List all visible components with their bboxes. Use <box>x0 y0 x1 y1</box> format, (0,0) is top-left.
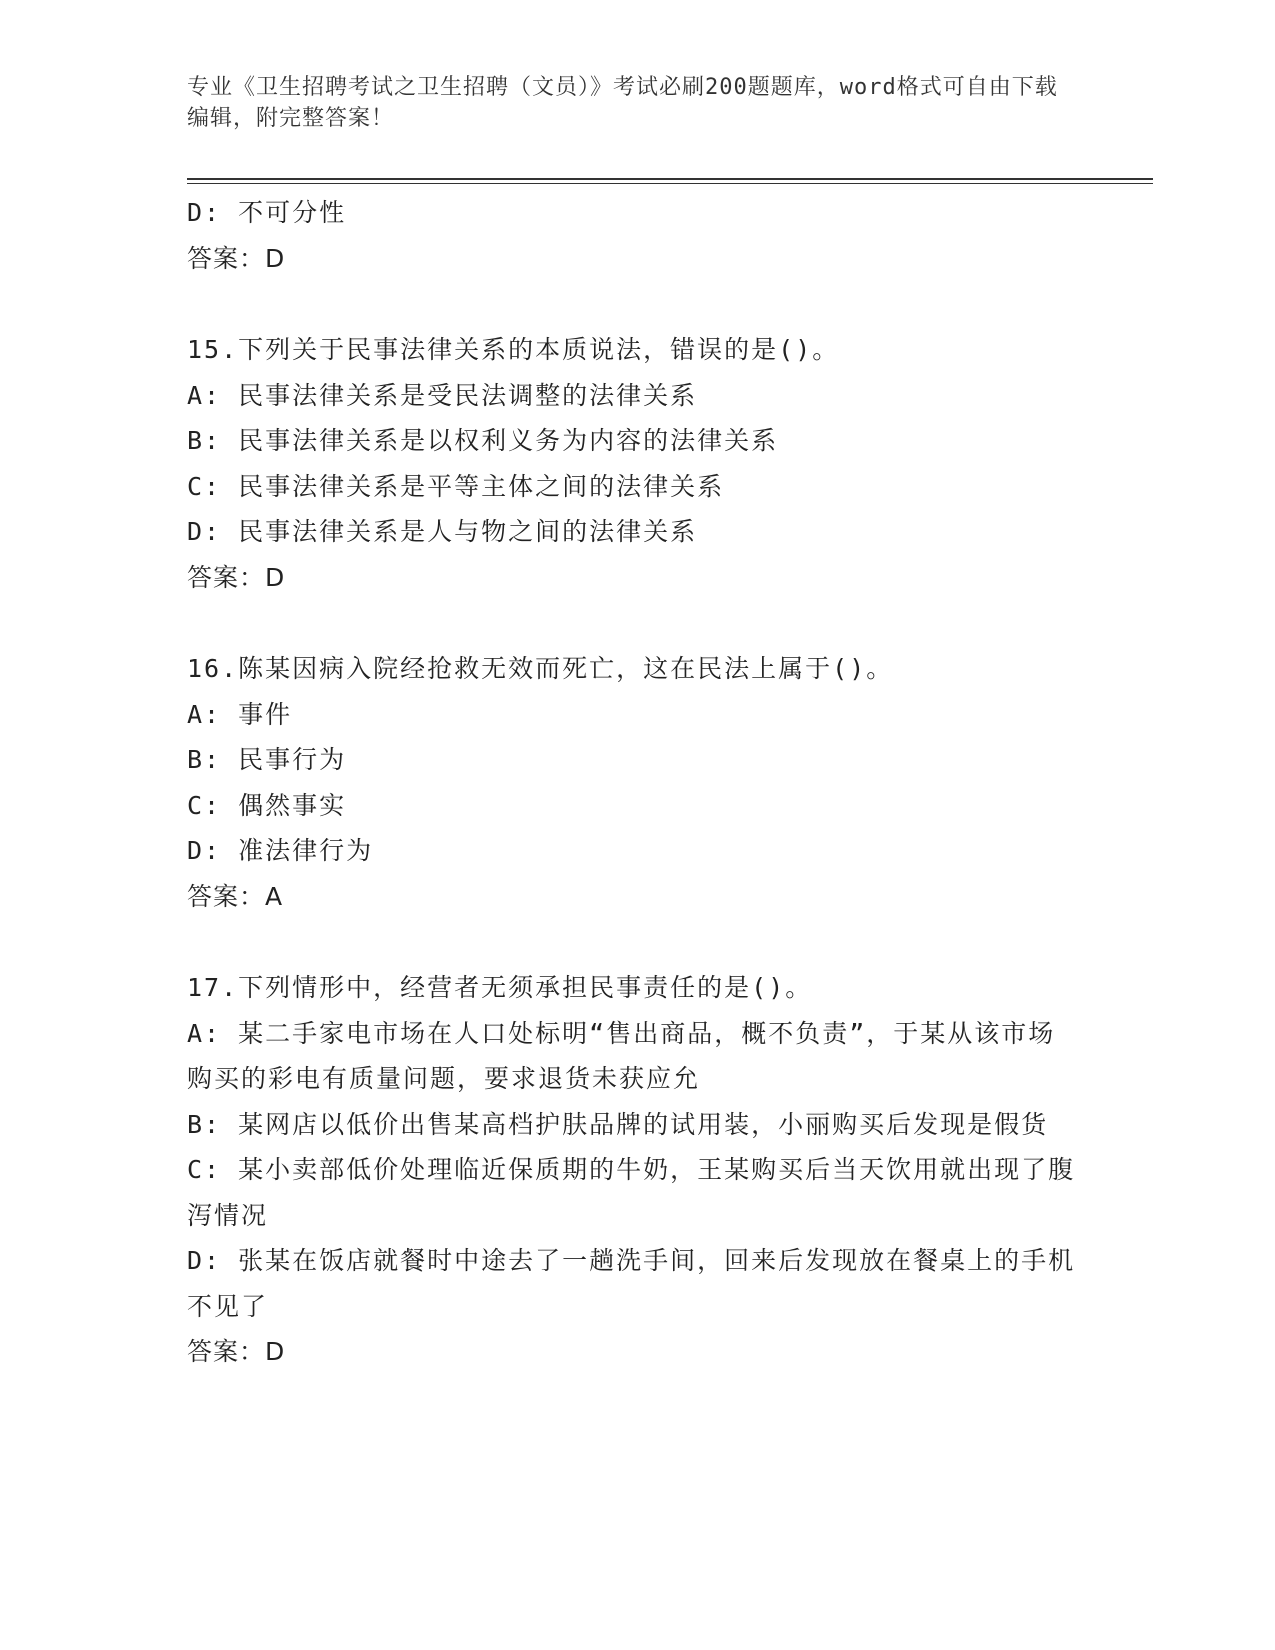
option-d: D: 民事法律关系是人与物之间的法律关系 <box>187 517 698 546</box>
question-stem: 15.下列关于民事法律关系的本质说法，错误的是()。 <box>187 335 840 364</box>
option-d: D: 张某在饭店就餐时中途去了一趟洗手间，回来后发现放在餐桌上的手机不见了 <box>187 1246 1076 1321</box>
option-b: B: 民事法律关系是以权利义务为内容的法律关系 <box>187 426 779 455</box>
answer: 答案：A <box>187 881 284 911</box>
option-d: D: 准法律行为 <box>187 836 374 865</box>
question-14-tail <box>187 190 1077 281</box>
question-stem: 17.下列情形中，经营者无须承担民事责任的是()。 <box>187 973 813 1002</box>
answer: 答案：D <box>187 562 286 592</box>
option-a: A: 民事法律关系是受民法调整的法律关系 <box>187 380 698 410</box>
option-d: D: 不可分性 <box>187 198 347 227</box>
question-stem: 16.陈某因病入院经抢救无效而死亡，这在民法上属于()。 <box>187 654 894 683</box>
page-header: 专业《卫生招聘考试之卫生招聘（文员）》考试必刷200题题库，word格式可自由下载编辑，附完整答案！ <box>187 75 1058 131</box>
answer: 答案：D <box>187 243 286 273</box>
option-b: B: 民事行为 <box>187 745 347 774</box>
option-c: C: 某小卖部低价处理临近保质期的牛奶，王某购买后当天饮用就出现了腹泻情况 <box>187 1155 1076 1230</box>
option-b: B: 某网店以低价出售某高档护肤品牌的试用装，小丽购买后发现是假货 <box>187 1109 1049 1139</box>
question-16 <box>187 646 1077 919</box>
question-17 <box>187 965 1077 1375</box>
option-c: C: 民事法律关系是平等主体之间的法律关系 <box>187 471 725 501</box>
header-divider <box>187 178 1153 184</box>
option-c: C: 偶然事实 <box>187 790 347 820</box>
question-15 <box>187 327 1077 600</box>
option-a: A: 某二手家电市场在人口处标明“售出商品，概不负责”，于某从该市场购买的彩电有质量问题，要求退货未获应允 <box>187 1018 1056 1093</box>
question-list <box>187 190 1077 1375</box>
answer: 答案：D <box>187 1337 286 1366</box>
option-a: A: 事件 <box>187 699 293 729</box>
